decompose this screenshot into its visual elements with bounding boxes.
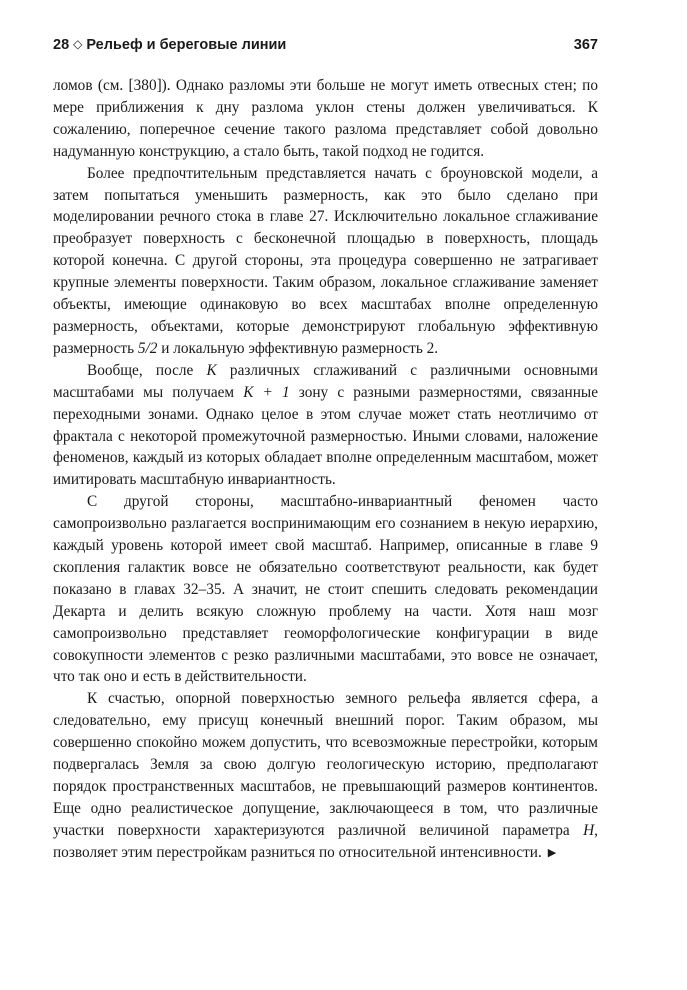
math-k: K	[206, 361, 217, 379]
math-k-plus-one: K + 1	[243, 383, 290, 401]
math-fraction: 5/2	[137, 339, 158, 357]
triangle-right-icon: ▶	[547, 846, 557, 859]
paragraph-3	[53, 360, 598, 491]
paragraph-5	[53, 688, 598, 865]
paragraph-2-text-b: и локальную эффективную размерность 2.	[157, 339, 439, 357]
paragraph-4-text: С другой стороны, масштабно-инвариантный феномен часто самопроизвольно разлагается воспринимающим его сознанием в некую иерархию, каждый уровень которой имеет свой масштаб. Например, описанные в главе 9 скопления галактик вовсе не обязательно соответствуют реальности, как будет показано в главах 32–35. А значит, не стоит спешить следовать рекомендации Декарта и делить всякую сложную проблему на части. Хотя наш мозг самопроизвольно представляет геоморфологические конфигурации в виде совокупности элементов с резко различными масштабами, это вовсе не означает, что так оно и есть в действительности.	[53, 493, 598, 686]
paragraph-1-text: ломов (см. [380]). Однако разломы эти больше не могут иметь отвесных стен; по мере приближения к дну разлома уклон стены должен увеличиваться. К сожалению, поперечное сечение такого разлома представляет собой довольно надуманную конструкцию, а стало быть, такой подход не годится.	[53, 77, 598, 160]
chapter-number: 28	[53, 37, 70, 53]
paragraph-3-text-c: зону с разными размерностями, связанные переходными зонами. Однако целое в этом случае может стать неотличимо от фрактала с некоторой промежуточной размерностью. Иными словами, наложение феноменов, каждый из которых обладает вполне определенным масштабом, может имитировать масштабную инвариантность.	[53, 383, 598, 489]
paragraph-2-text-a: Более предпочтительным представляется начать с броуновской модели, а затем попытаться уменьшить размерность, как это было сделано при моделировании речного стока в главе 27. Исключительно локальное сглаживание преобразует поверхность с бесконечной площадью в поверхность, площадь которой конечна. С другой стороны, эта процедура совершенно не затрагивает крупные элементы поверхности. Таким образом, локальное сглаживание заменяет объекты, имеющие одинаковую во всех масштабах вполне определенную размерность, объектами, которые демонстрируют глобальную эффективную размерность	[53, 164, 598, 357]
body-text	[53, 75, 598, 866]
chapter-heading	[53, 34, 286, 56]
paragraph-1	[53, 75, 598, 163]
paragraph-5-text-b: , позволяет этим перестройкам разниться по относительной интенсивности.	[53, 821, 598, 861]
paragraph-4	[53, 491, 598, 688]
paragraph-3-text-b: различных сглаживаний с различными основными масштабами мы получаем	[53, 361, 598, 401]
math-h: H	[583, 821, 595, 839]
page-number: 367	[573, 37, 598, 53]
chapter-title: Рельеф и береговые линии	[86, 37, 287, 53]
paragraph-3-text-a: Вообще, после	[87, 361, 207, 379]
running-head	[53, 34, 598, 56]
diamond-icon: ◇	[73, 37, 83, 51]
paragraph-2	[53, 163, 598, 360]
paragraph-5-text-a: К счастью, опорной поверхностью земного рельефа является сфера, а следовательно, ему присущ конечный внешний порог. Таким образом, мы совершенно спокойно можем допустить, что всевозможные перестройки, которым подвергалась Земля за свою долгую геологическую историю, предполагают порядок пространственных масштабов, не превышающий размеров континентов. Еще одно реалистическое допущение, заключающееся в том, что различные участки поверхности характеризуются различной величиной параметра	[53, 690, 598, 839]
